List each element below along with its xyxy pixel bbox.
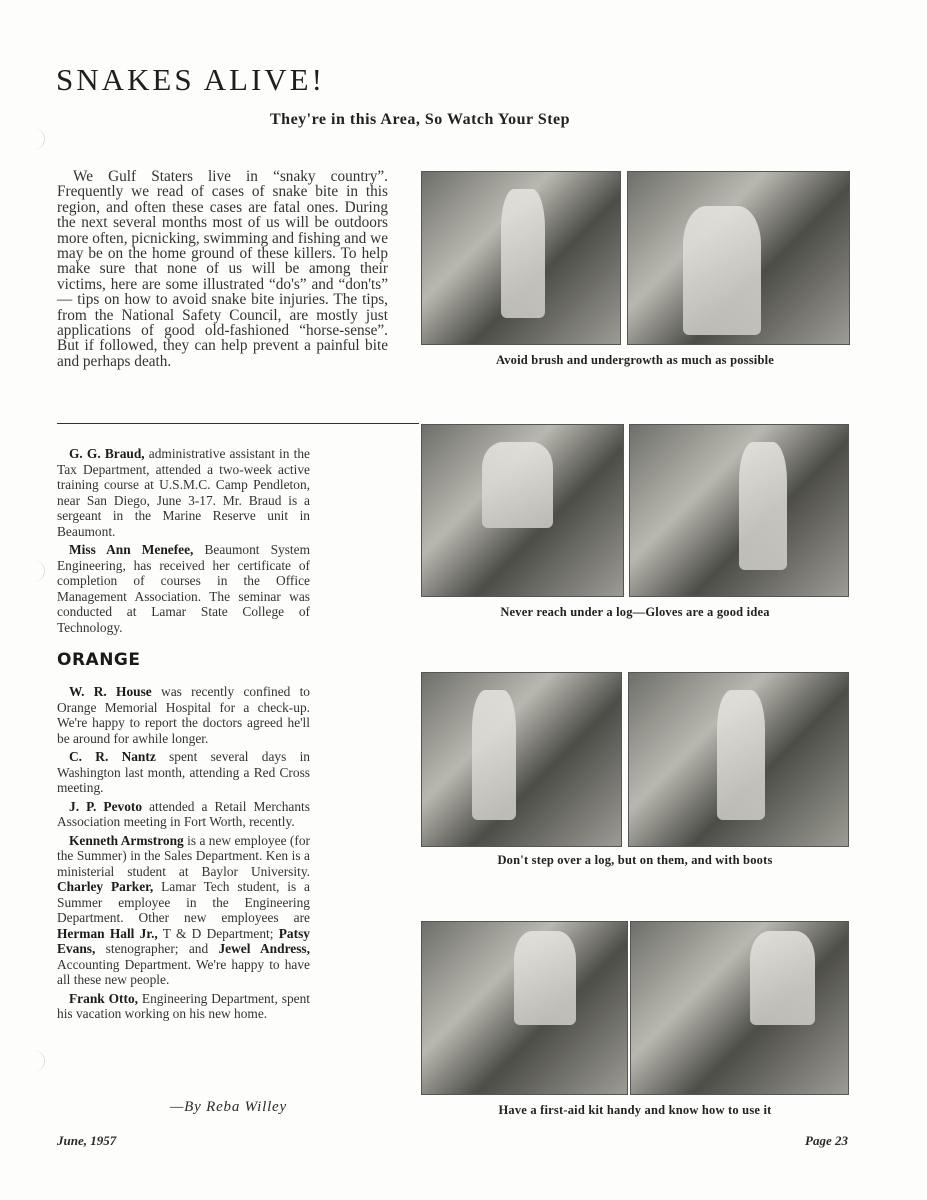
person-name: Charley Parker, (57, 879, 154, 894)
news-text: Accounting Department. We're happy to have all these new people. (57, 956, 310, 987)
news-item (57, 542, 310, 635)
article-title: SNAKES ALIVE! (56, 62, 325, 97)
news-item (57, 799, 310, 830)
divider-rule (57, 423, 419, 424)
person-name: Miss Ann Menefee, (69, 542, 194, 557)
footer-date: June, 1957 (57, 1133, 117, 1148)
person-name: Kenneth Armstrong (69, 832, 184, 848)
person-name: Frank Otto, (69, 990, 138, 1006)
photo-caption: Never reach under a log—Gloves are a good idea (500, 605, 770, 619)
photo-brush-walk (421, 171, 621, 345)
photo-step-log (421, 672, 622, 847)
photo-brush-rocks (627, 171, 850, 345)
news-text: T & D Department; (157, 925, 279, 941)
photo-caption: Have a first-aid kit handy and know how to use it (498, 1103, 772, 1117)
photo-caption: Don't step over a log, but on them, and with boots (497, 853, 773, 867)
photo-first-aid-2 (630, 921, 849, 1095)
photo-gloves-log (629, 424, 849, 597)
news-item (57, 684, 310, 746)
photo-boots-log (628, 672, 849, 847)
photo-caption: Avoid brush and undergrowth as much as possible (495, 353, 775, 367)
person-name: G. G. Braud, (69, 446, 145, 461)
binder-hole (22, 128, 45, 150)
news-text: attended a Retail Merchants Association meeting in Fort Worth, recently. (57, 798, 310, 829)
intro-paragraph: We Gulf Staters live in “snaky country”. Frequently we read of cases of snake bite in this region, and often these cases are fatal ones. During the next several months most of us will be outdoors more often, picnicking, swimming and fishing and we may be on the home ground of these killers. To help make sure that none of us will be among their victims, here are some illustrated “do's” and “don'ts” — tips on how to avoid snake bite injuries. The tips, from the National Safety Council, are mostly just applications of good old-fashioned “horse-sense”. But if followed, they can help prevent a painful bite and perhaps death. (57, 168, 388, 370)
news-text: Engineering Department, spent his vacation working on his new home. (57, 990, 310, 1021)
news-text: was recently confined to Orange Memorial Hospital for a check-up. We're happy to report the doctors agreed he'll be around for awhile longer. (57, 684, 311, 746)
person-name: J. P. Pevoto (69, 798, 143, 814)
photo-reach-log (421, 424, 624, 597)
orange-heading: ORANGE (57, 650, 141, 670)
binder-hole (22, 560, 45, 582)
page-number: Page 23 (805, 1133, 848, 1148)
news-item (57, 749, 310, 796)
news-item (57, 991, 310, 1022)
person-name: W. R. House (69, 684, 152, 699)
article-subtitle: They're in this Area, So Watch Your Step (270, 111, 571, 128)
news-text: spent several days in Washington last month, attending a Red Cross meeting. (57, 749, 310, 795)
person-name: Herman Hall Jr., (57, 925, 158, 941)
news-item (57, 833, 310, 988)
byline: —By Reba Willey (170, 1099, 287, 1115)
photo-first-aid-1 (421, 921, 628, 1095)
news-text: stenographer; and (95, 941, 219, 956)
beaumont-news (57, 446, 310, 638)
person-name: C. R. Nantz (69, 749, 156, 764)
news-text: Beaumont System Engineering, has received her certificate of completion of courses in the Office Management Association. The seminar was conducted at Lamar State College of Technology. (57, 542, 311, 635)
binder-hole (22, 1050, 45, 1072)
news-text: is a new employee (for the Summer) in the Sales Department. Ken is a ministerial student at Baylor University. (57, 832, 310, 879)
news-text: administrative assistant in the Tax Department, attended a two-week active training course at U.S.M.C. Camp Pendleton, near San Diego, June 3-17. Mr. Braud is a sergeant in the Marine Reserve unit in Beaumont. (57, 446, 310, 539)
orange-news (57, 684, 310, 1025)
news-text: Lamar Tech student, is a Summer employee in the Engineering Department. Other new employees are (57, 879, 310, 925)
news-item (57, 446, 310, 539)
person-name: Jewel Andress, (218, 941, 310, 956)
person-name: Patsy Evans, (57, 925, 310, 956)
